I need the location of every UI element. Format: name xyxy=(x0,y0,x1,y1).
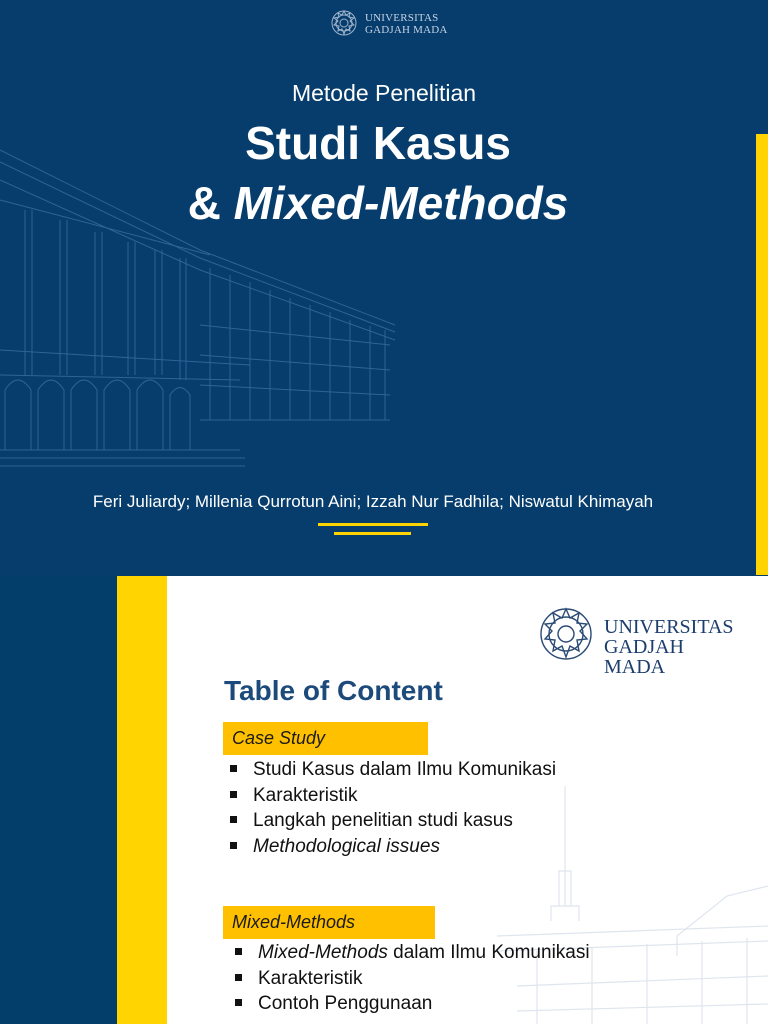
toc-slide xyxy=(117,576,768,1024)
list-item xyxy=(230,834,556,860)
cover-title-italic: Mixed-Methods xyxy=(233,177,569,229)
list-item-text: dalam Ilmu Komunikasi xyxy=(387,942,590,963)
list-item xyxy=(230,808,556,834)
list-item-text: Studi Kasus dalam Ilmu Komunikasi xyxy=(253,759,557,780)
top-logo-line1: UNIVERSITAS xyxy=(365,12,439,24)
bullet-icon xyxy=(235,948,242,955)
bullet-icon xyxy=(230,765,237,772)
logo-line2: GADJAH MADA xyxy=(604,636,684,678)
bullet-icon xyxy=(230,816,237,823)
university-logo xyxy=(538,606,748,678)
list-item-text: Contoh Penggunaan xyxy=(258,993,433,1014)
list-item-text: Langkah penelitian studi kasus xyxy=(253,810,513,831)
list-item-text: Karakteristik xyxy=(258,967,363,989)
yellow-divider-long xyxy=(318,523,428,526)
cover-subtitle: Metode Penelitian xyxy=(291,80,477,106)
list-item-italic: Mixed-Methods xyxy=(258,942,388,963)
bullet-icon xyxy=(230,842,237,849)
logo-text xyxy=(604,617,748,677)
top-logo-text xyxy=(365,12,448,36)
list-item-text: Karakteristik xyxy=(253,784,358,806)
list-item xyxy=(235,991,590,1017)
logo-line1: UNIVERSITAS xyxy=(604,616,734,638)
list-item xyxy=(230,757,556,783)
left-accent-bar xyxy=(117,576,167,1024)
cover-authors: Feri Juliardy; Millenia Qurrotun Aini; Izzah Nur Fadhila; Niswatul Khimayah xyxy=(92,492,654,511)
right-accent-bar xyxy=(756,134,768,575)
cover-title-line2 xyxy=(0,176,756,230)
ugm-seal-icon xyxy=(330,9,358,37)
university-logo-top xyxy=(330,9,450,41)
top-logo-line2: GADJAH MADA xyxy=(365,24,448,36)
list-item xyxy=(235,940,590,966)
cover-title-line1: Studi Kasus xyxy=(245,117,511,169)
list-item-text: Methodological issues xyxy=(253,835,440,857)
ugm-seal-icon xyxy=(538,606,594,662)
case-study-list xyxy=(230,757,556,859)
bullet-icon xyxy=(235,999,242,1006)
section-label-mixed-methods: Mixed-Methods xyxy=(223,906,435,939)
mixed-methods-list xyxy=(235,940,590,1017)
yellow-divider-short xyxy=(334,532,411,535)
cover-title-prefix: & xyxy=(187,177,234,229)
section-label-case-study: Case Study xyxy=(223,722,428,755)
list-item xyxy=(235,966,590,992)
list-item xyxy=(230,783,556,809)
toc-title: Table of Content xyxy=(224,675,443,706)
bullet-icon xyxy=(235,974,242,981)
bullet-icon xyxy=(230,791,237,798)
